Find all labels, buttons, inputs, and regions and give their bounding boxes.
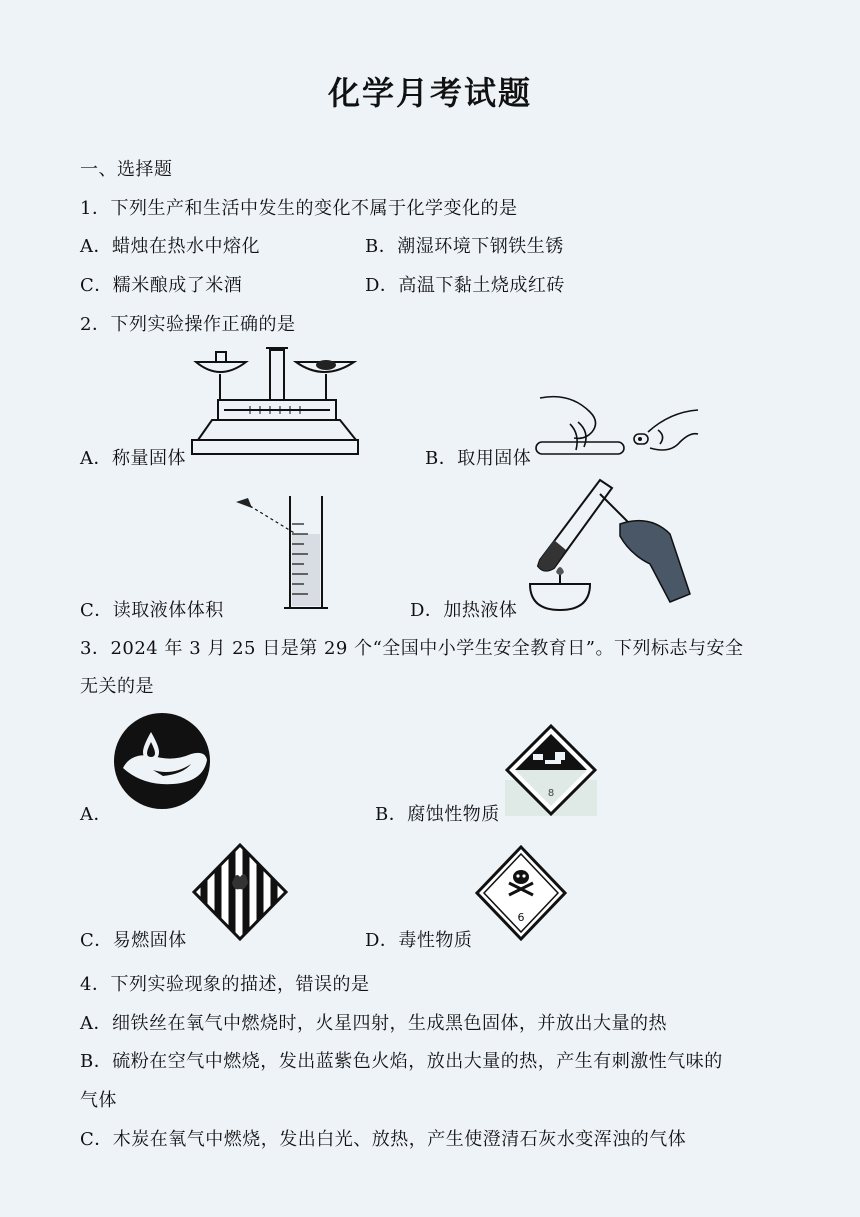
question-1-option-b: B．潮湿环境下钢铁生锈: [365, 236, 564, 257]
question-2-option-b: B．取用固体: [425, 448, 532, 469]
question-2-option-a: A．称量固体: [80, 448, 186, 469]
question-3-option-b: B．腐蚀性物质: [375, 804, 500, 825]
question-4-option-b-line1: B．硫粉在空气中燃烧，发出蓝紫色火焰，放出大量的热，产生有刺激性气味的: [80, 1051, 723, 1072]
question-4-option-c: C．木炭在氧气中燃烧，发出白光、放热，产生使澄清石灰水变浑浊的气体: [80, 1129, 687, 1150]
question-2-option-d: D．加热液体: [410, 600, 518, 621]
question-3-option-a: A．: [80, 804, 112, 825]
flammable-solid-sign-image: [192, 843, 288, 941]
graduated-cylinder-image: [230, 494, 330, 614]
question-4-option-b-line2: 气体: [80, 1090, 117, 1111]
section-heading: 一、选择题: [80, 159, 173, 180]
balance-scale-image: [190, 340, 365, 462]
question-4-option-a: A．细铁丝在氧气中燃烧时，火星四射，生成黑色固体，并放出大量的热: [80, 1013, 667, 1034]
question-3-stem-line1: 3．2024 年 3 月 25 日是第 29 个“全国中小学生安全教育日”。下列标志与安全: [80, 638, 744, 659]
question-3-option-d: D．毒性物质: [365, 930, 473, 951]
question-4-stem: 4．下列实验现象的描述，错误的是: [80, 974, 370, 995]
question-2-stem: 2．下列实验操作正确的是: [80, 314, 296, 335]
corrosive-sign-image: [505, 724, 597, 816]
toxic-sign-number: 6: [517, 911, 525, 924]
corrosive-sign-number: 8: [547, 788, 555, 799]
question-1-option-c: C．糯米酿成了米酒: [80, 275, 243, 296]
question-2-option-c: C．读取液体体积: [80, 600, 224, 621]
heating-liquid-image: [520, 474, 692, 614]
question-3-option-c: C．易燃固体: [80, 930, 187, 951]
water-saving-sign-image: [113, 712, 211, 810]
question-1-option-d: D．高温下黏土烧成红砖: [365, 275, 565, 296]
test-tube-handling-image: [530, 392, 705, 462]
question-1-option-a: A．蜡烛在热水中熔化: [80, 236, 260, 257]
question-1-stem: 1．下列生产和生活中发生的变化不属于化学变化的是: [80, 198, 518, 219]
question-3-stem-line2: 无关的是: [80, 676, 154, 697]
toxic-sign-image: [475, 845, 567, 941]
page-title: 化学月考试题: [327, 74, 532, 112]
